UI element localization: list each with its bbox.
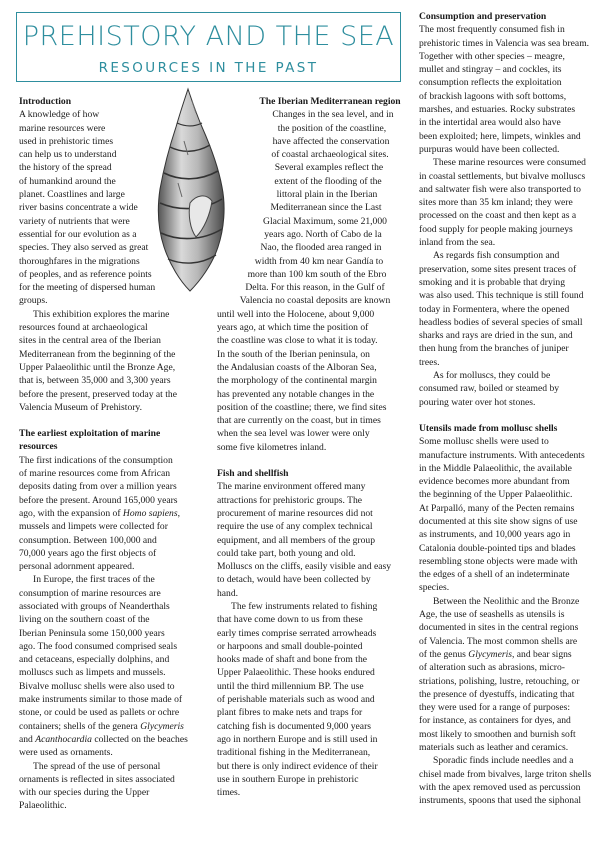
- paragraph: [19, 573, 209, 759]
- text-line: and cetaceans, especially dolphins, and: [19, 654, 170, 666]
- text-line: striations, polishing, lustre, retouching, or: [419, 675, 580, 687]
- paragraph: [419, 156, 605, 249]
- text-line: with the apex removed used as percussion: [419, 781, 581, 793]
- text-line: processed on the coast and then kept as a: [419, 210, 577, 222]
- text-line: some five kilometres inland.: [217, 441, 327, 453]
- paragraph: [19, 454, 209, 574]
- text-line: make instruments similar to those made of: [19, 694, 183, 706]
- text-line: Age, the use of seashells as utensils is: [419, 609, 565, 621]
- text-line: the edges of a shell of an indeterminate: [419, 569, 570, 581]
- text-line: Bivalve mollusc shells were also used to: [19, 680, 175, 692]
- text-line: trees.: [419, 356, 440, 368]
- section-gap: [419, 409, 605, 422]
- text-line: consumption. Between 100,000 and: [19, 534, 157, 546]
- text-line: equipment, and all members of the group: [217, 534, 375, 546]
- text-line: preservation, some sites present traces of: [419, 263, 577, 275]
- text-line: associated with groups of Neanderthals: [19, 600, 170, 612]
- text-line: to detach, would have been collected by: [217, 574, 371, 586]
- text-line: A knowledge of how: [19, 109, 100, 121]
- text-line: personal adornment appeared.: [19, 561, 135, 573]
- text-line: pouring water over hot stones.: [419, 396, 536, 408]
- text-line: used in prehistoric times: [19, 135, 114, 147]
- text-line: times.: [217, 787, 241, 799]
- text-line: Sporadic finds include needles and a: [433, 755, 574, 767]
- text-line: The first indications of the consumption: [19, 454, 173, 466]
- text-line: of Valencia. The most common shells are: [419, 635, 578, 647]
- text-line: food supply for people making journeys: [419, 223, 573, 235]
- text-line: they were used for a range of purposes:: [419, 702, 571, 714]
- column-middle: [217, 95, 413, 799]
- paragraph: [419, 754, 605, 807]
- text-line: sites in the central area of the Iberian: [19, 335, 161, 347]
- text-line: Utensils made from mollusc shells: [419, 422, 558, 434]
- text-line: of peoples, and as reference points: [19, 268, 152, 280]
- text-line: today in Formentera, where the opened: [419, 303, 570, 315]
- text-line: before the present. Around 165,000 years: [19, 494, 178, 506]
- text-line: prehistoric times in Valencia was sea bream.: [419, 37, 590, 49]
- text-line: resources found at archaeological: [19, 322, 148, 334]
- text-line: Valencia no coastal deposits are known: [239, 295, 391, 307]
- text-line: in the intertidal area would also have: [419, 117, 561, 129]
- text-line: materials such as leather and ceramics.: [419, 742, 569, 754]
- text-line: ago in northern Europe and is still used in: [217, 733, 378, 745]
- text-line: was also used. This technique is still found: [419, 290, 584, 302]
- text-line: then hung from the branches of juniper: [419, 343, 569, 355]
- text-line: living on the southern coast of the: [19, 614, 150, 626]
- text-line: The marine environment offered many: [217, 481, 366, 493]
- italic-term: Homo sapiens: [122, 507, 178, 519]
- text-line: the beginning of the Upper Palaeolithic.: [419, 489, 573, 501]
- text-line: At Parpalló, many of the Pecten remains: [419, 502, 575, 514]
- text-line: of coastal archaeological sites.: [271, 149, 389, 161]
- text-line: of alteration such as abrasions, micro-: [419, 662, 565, 674]
- text-line: catching fish is documented 9,000 years: [217, 720, 371, 732]
- text-line: Glacial Maximum, some 21,000: [263, 215, 387, 227]
- text-line: position of the coastline; there, we find sites: [217, 401, 387, 413]
- text-line: Together with other species – meagre,: [419, 50, 565, 62]
- text-line: until well into the Holocene, about 9,000: [217, 308, 375, 320]
- page-subtitle: RESOURCES IN THE PAST: [98, 60, 319, 76]
- text-line: mussels and limpets were collected for: [19, 521, 168, 533]
- text-line: deposits dating from over a million years: [19, 481, 177, 493]
- paragraph: [419, 23, 605, 156]
- section-heading: [19, 427, 209, 454]
- text-line: use in southern Europe in prehistoric: [217, 773, 359, 785]
- text-line: attractions for prehistoric groups. The: [217, 494, 363, 506]
- text-line: Between the Neolithic and the Bronze: [433, 595, 580, 607]
- text-line: inland from the sea.: [419, 237, 496, 249]
- text-line: river basins concentrate a wide: [19, 202, 138, 214]
- text-line: have affected the conservation: [272, 135, 390, 147]
- text-line: Delta. For this reason, in the Gulf of: [245, 282, 385, 294]
- section-gap: [19, 414, 209, 427]
- text-line: The few instruments related to fishing: [231, 600, 378, 612]
- text-line: marine resources were: [19, 122, 106, 134]
- text-line: width from 40 km near Gandía to: [254, 255, 384, 267]
- italic-term: Glycymeris: [468, 648, 512, 660]
- text-line: for the meeting of dispersed human: [19, 282, 156, 294]
- paragraph: [419, 595, 605, 755]
- column-right: [419, 10, 605, 808]
- text-line: Fish and shellfish: [217, 468, 289, 480]
- text-line: the Andalusian coasts of the Alboran Sea,: [217, 361, 377, 373]
- text-line: chisel made from bivalves, large triton shells: [419, 768, 592, 780]
- paragraph: [217, 600, 413, 799]
- text-line: and saltwater fish were also transported to: [419, 183, 581, 195]
- text-line: The spread of the use of personal: [33, 760, 161, 772]
- text-line: the morphology of the continental margin: [217, 375, 377, 387]
- text-line: in coastal settlements, but bivalve molluscs: [419, 170, 586, 182]
- text-line: ornaments is reflected in sites associated: [19, 773, 175, 785]
- text-line: years ago. North of Cabo de la: [264, 228, 382, 240]
- text-line: Consumption and preservation: [419, 11, 547, 22]
- text-line: with our species during the Upper: [19, 787, 150, 799]
- text-line: require the use of any complex technical: [217, 521, 373, 533]
- text-line: In Europe, the first traces of the: [33, 574, 155, 586]
- text-line: plant fibres to make nets and traps for: [217, 707, 363, 719]
- text-line: littoral plain in the Iberian: [276, 189, 378, 201]
- text-line: Several examples reflect the: [274, 162, 384, 174]
- text-line: As for molluscs, they could be: [433, 370, 551, 382]
- text-line: headless bodies of several species of small: [419, 316, 583, 328]
- text-line: most likely to smoothen and burnish soft: [419, 728, 576, 740]
- section-heading: [419, 422, 605, 435]
- text-line: years ago, at which time the position of: [217, 322, 369, 334]
- text-line: more than 100 km south of the Ebro: [247, 268, 387, 280]
- text-line: procurement of marine resources did not: [217, 507, 373, 519]
- text-line: mullet and stingray – and cockles, its: [419, 64, 562, 76]
- text-line: groups.: [19, 295, 48, 307]
- text-line: 70,000 years ago the first objects of: [19, 547, 157, 559]
- paragraph: [217, 108, 413, 307]
- text-line: Upper Palaeolithic. These hooks endured: [217, 667, 375, 679]
- text-line: containers; shells of the genera Glycymeris: [19, 720, 184, 732]
- text-line: were used as ornaments.: [19, 747, 113, 759]
- text-line: extent of the flooding of the: [274, 175, 382, 187]
- paragraph: [217, 308, 413, 454]
- text-line: In the south of the Iberian peninsula, on: [217, 348, 370, 360]
- text-line: Iberian Peninsula some 150,000 years: [19, 627, 165, 639]
- text-line: consumption of marine resources are: [19, 587, 161, 599]
- text-line: Catalonia double-pointed tips and blades: [419, 542, 576, 554]
- text-line: of marine resources come from African: [19, 468, 171, 480]
- text-line: for instance, as containers for dyes, and: [419, 715, 571, 727]
- text-line: Upper Palaeolithic until the Bronze Age,: [19, 361, 176, 373]
- paragraph: [217, 480, 413, 600]
- text-line: documented at this site show signs of use: [419, 515, 578, 527]
- paragraph: [19, 308, 209, 414]
- paragraph: [19, 108, 209, 307]
- text-line: marshes, and estuaries. Rocky substrates: [419, 104, 576, 116]
- text-line: Valencia Museum of Prehistory.: [19, 401, 143, 413]
- text-line: ago. The food consumed comprised seals: [19, 640, 178, 652]
- text-line: as instruments, and 10,000 years ago in: [419, 529, 571, 541]
- text-line: that have come down to us from these: [217, 614, 363, 626]
- text-line: The Iberian Mediterranean region: [259, 96, 401, 107]
- text-line: variety of nutrients that were: [19, 215, 130, 227]
- text-line: has prevented any notable changes in the: [217, 388, 375, 400]
- text-line: ago, with the expansion of Homo sapiens,: [19, 507, 180, 519]
- section-gap: [217, 454, 413, 467]
- section-heading: [217, 95, 413, 108]
- text-line: the position of the coastline,: [277, 122, 387, 134]
- text-line: consumed raw, boiled or steamed by: [419, 383, 560, 395]
- text-line: Introduction: [19, 96, 72, 107]
- paragraph: [419, 369, 605, 409]
- text-line: Mediterranean since the Last: [270, 202, 382, 214]
- text-line: could take part, both young and old.: [217, 547, 356, 559]
- text-line: hooks made of shaft and bone from the: [217, 654, 367, 666]
- text-line: early times comprise serrated arrowheads: [217, 627, 377, 639]
- text-line: Molluscs on the cliffs, easily visible and easy: [217, 561, 392, 573]
- text-line: sites more than 35 km inland; they were: [419, 197, 573, 209]
- text-line: when the sea level was lower were only: [217, 428, 370, 440]
- text-line: of perishable materials such as wood and: [217, 694, 375, 706]
- title-box: [16, 12, 401, 82]
- text-line: species.: [419, 582, 450, 594]
- text-line: The most frequently consumed fish in: [419, 24, 565, 36]
- text-line: traditional fishing in the Mediterranean,: [217, 747, 371, 759]
- column-left: [19, 95, 209, 813]
- text-line: resources: [19, 441, 58, 453]
- text-line: species. They also served as great: [19, 242, 149, 254]
- text-line: consumption reflects the exploitation: [419, 77, 562, 89]
- section-heading: [19, 95, 209, 108]
- text-line: the presence of dyestuffs, indicating that: [419, 688, 575, 700]
- text-line: resembling stone objects were made with: [419, 555, 578, 567]
- text-line: stone, or could be used as pallets or ochre: [19, 707, 180, 719]
- text-line: until the third millennium BP. The use: [217, 680, 364, 692]
- text-line: planet. Coastlines and large: [19, 189, 125, 201]
- text-line: been exploited; here, limpets, winkles and: [419, 130, 581, 142]
- section-heading: [217, 467, 413, 480]
- text-line: before the present, preserved today at the: [19, 388, 177, 400]
- text-line: hand.: [217, 587, 239, 599]
- text-line: sharks and rays are dried in the sun, and: [419, 330, 573, 342]
- text-line: of brackish lagoons with soft bottoms,: [419, 90, 567, 102]
- text-line: and Acanthocardia collected on the beaches: [19, 733, 188, 745]
- text-line: that is, between 35,000 and 3,300 years: [19, 375, 171, 387]
- paragraph: [419, 435, 605, 595]
- paragraph: [19, 760, 209, 813]
- text-line: manufacture instruments. With antecedents: [419, 449, 585, 461]
- italic-term: Glycymeris: [140, 720, 184, 732]
- text-line: This exhibition explores the marine: [33, 308, 170, 320]
- text-line: in the Middle Palaeolithic, the available: [419, 462, 572, 474]
- text-line: Mediterranean from the beginning of the: [19, 348, 176, 360]
- text-line: but there is only indirect evidence of their: [217, 760, 378, 772]
- text-line: Changes in the sea level, and in: [272, 109, 394, 121]
- text-line: that are currently on the coast, but in times: [217, 415, 381, 427]
- text-line: purpuras would have been collected.: [419, 143, 560, 155]
- text-line: instruments, spoons that used the siphonal: [419, 795, 582, 807]
- text-line: As regards fish consumption and: [433, 250, 560, 262]
- text-line: the history of the spread: [19, 162, 112, 174]
- page-title: PREHISTORY AND THE SEA: [22, 21, 395, 52]
- paragraph: [419, 249, 605, 369]
- text-line: or harpoons and small double-pointed: [217, 640, 363, 652]
- text-line: evidence becomes more abundant from: [419, 476, 570, 488]
- text-line: molluscs such as limpets and mussels.: [19, 667, 166, 679]
- text-line: These marine resources were consumed: [433, 157, 586, 169]
- text-line: Nao, the flooded area ranged in: [260, 242, 382, 254]
- text-line: Some mollusc shells were used to: [419, 436, 549, 448]
- text-line: The earliest exploitation of marine: [19, 428, 161, 440]
- text-line: smoking and it is probable that drying: [419, 276, 566, 288]
- text-line: can help us to understand: [19, 149, 117, 161]
- text-line: of the genus Glycymeris, and bear signs: [419, 648, 572, 660]
- text-line: essential for our evolution as a: [19, 228, 137, 240]
- section-heading: [419, 10, 605, 23]
- text-line: documented in sites in the central regions: [419, 622, 579, 634]
- text-line: the coastline was close to what it is today.: [217, 335, 378, 347]
- text-line: of humankind around the: [19, 175, 116, 187]
- text-line: Palaeolithic.: [19, 800, 67, 812]
- italic-term: Acanthocardia: [35, 733, 92, 745]
- text-line: thoroughfares in the migrations: [19, 255, 140, 267]
